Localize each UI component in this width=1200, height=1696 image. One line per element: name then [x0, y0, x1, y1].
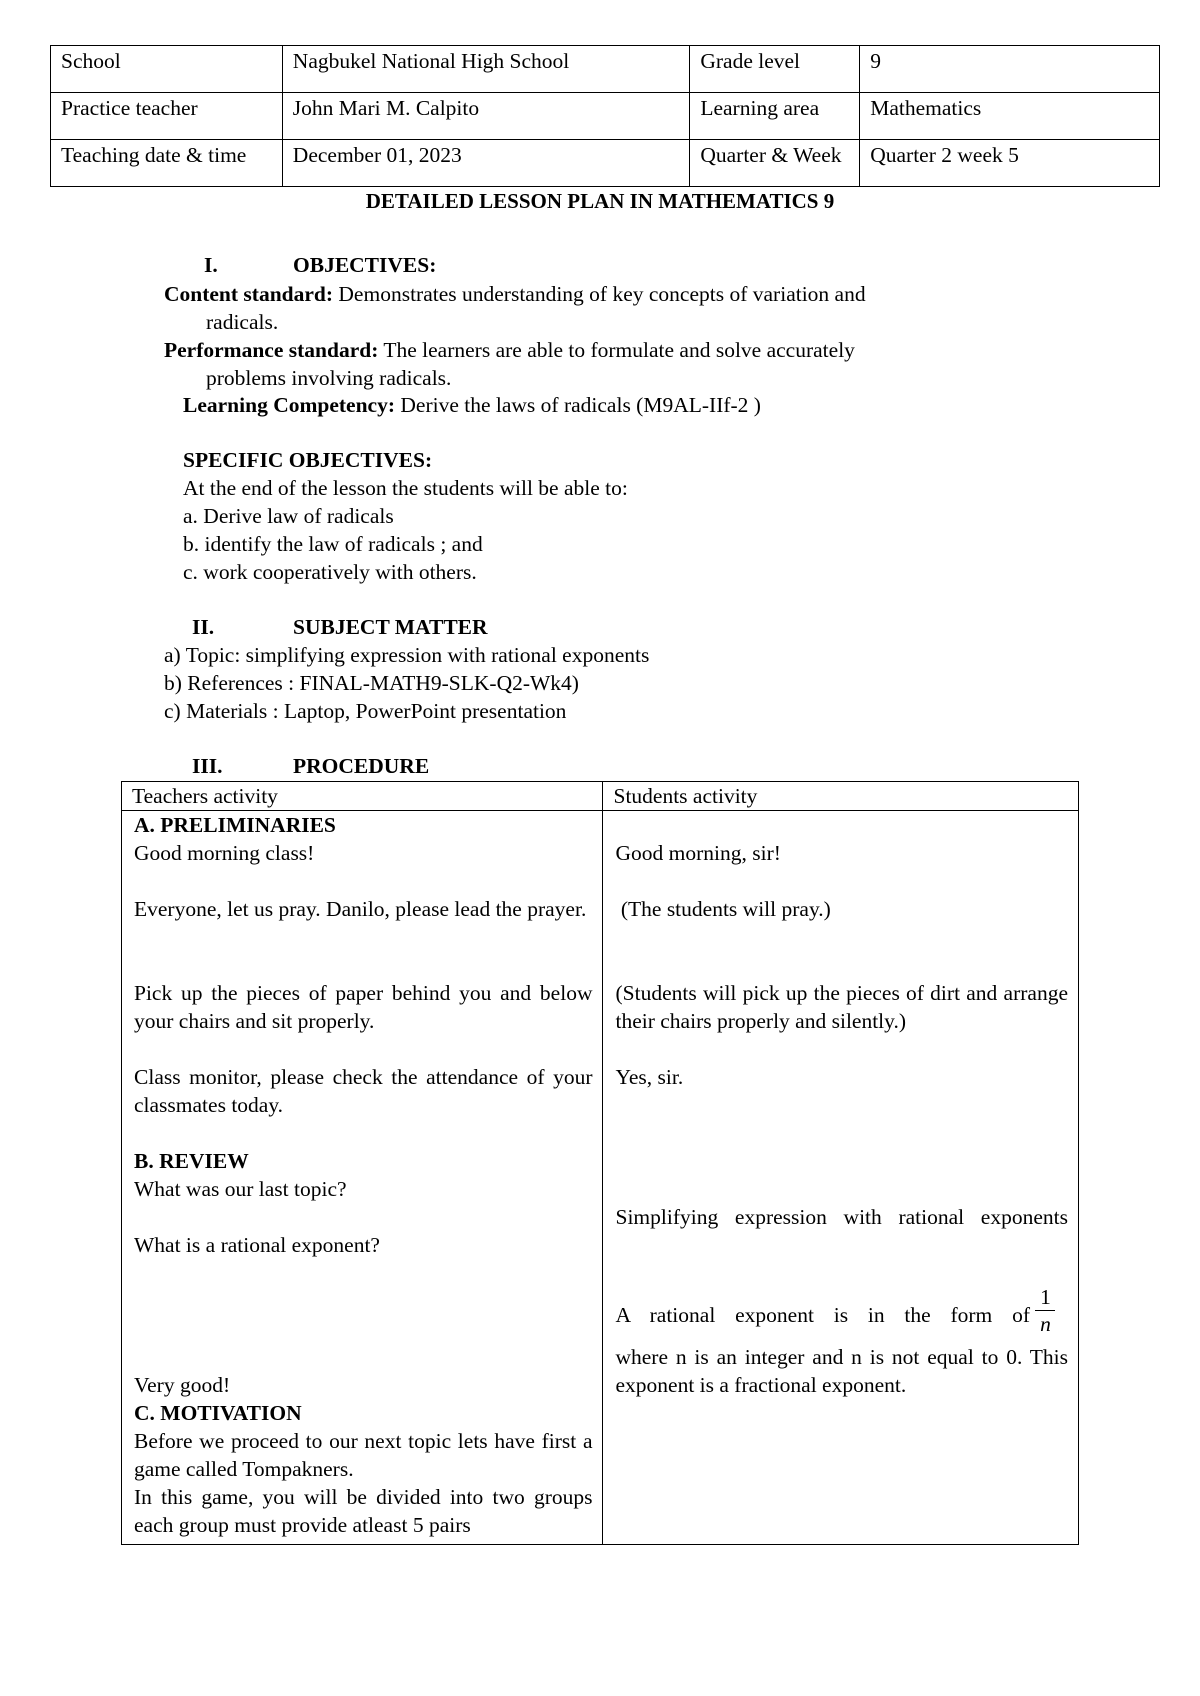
teacher-greeting: Good morning class! [134, 841, 315, 865]
section-heading-subject-matter: SUBJECT MATTER [293, 615, 488, 639]
fraction-numerator: 1 [1040, 1285, 1051, 1309]
performance-standard-text: The learners are able to formulate and solve accurately [383, 338, 855, 362]
header-value: Nagbukel National High School [282, 46, 690, 93]
teacher-attendance: Class monitor, please check the attendance of your classmates today. [134, 1065, 593, 1117]
header-row [51, 140, 1160, 187]
teacher-rational-question: What is a rational exponent? [134, 1233, 380, 1257]
table-row [122, 811, 1079, 1545]
list-item: c. work cooperatively with others. [183, 560, 477, 584]
list-item: a. Derive law of radicals [183, 504, 394, 528]
teacher-motivation-2: In this game, you will be divided into two groups each group must provide atleast 5 pairs [134, 1485, 593, 1537]
content-standard-text: Demonstrates understanding of key concepts of variation and [338, 282, 866, 306]
learning-competency-text: Derive the laws of radicals (M9AL-IIf-2 ) [400, 393, 761, 417]
page-title: DETAILED LESSON PLAN IN MATHEMATICS 9 [365, 189, 835, 213]
section-heading-objectives: OBJECTIVES: [293, 253, 437, 277]
section-numeral: II. [192, 615, 215, 639]
header-value: 9 [860, 46, 1160, 93]
header-label: School [51, 46, 283, 93]
content-standard-label: Content standard: [164, 282, 334, 306]
student-pray: (The students will pray.) [615, 897, 831, 921]
table-row [122, 782, 1079, 811]
list-item: b) References : FINAL-MATH9-SLK-Q2-Wk4) [164, 671, 579, 695]
header-value: John Mari M. Calpito [282, 93, 690, 140]
review-heading: B. REVIEW [134, 1149, 249, 1173]
student-greeting: Good morning, sir! [615, 841, 781, 865]
header-row [51, 93, 1160, 140]
content-standard [164, 280, 866, 308]
content-standard-text-cont: radicals. [206, 310, 279, 334]
header-label: Grade level [690, 46, 860, 93]
header-label: Teaching date & time [51, 140, 283, 187]
motivation-heading: C. MOTIVATION [134, 1401, 302, 1425]
teacher-activity-cell [122, 811, 603, 1545]
performance-standard-label: Performance standard: [164, 338, 379, 362]
header-value: December 01, 2023 [282, 140, 690, 187]
section-heading-procedure: PROCEDURE [293, 754, 430, 778]
column-header-teacher: Teachers activity [122, 782, 603, 811]
student-activity-cell [603, 811, 1079, 1545]
student-yes: Yes, sir. [615, 1065, 684, 1089]
header-value: Mathematics [860, 93, 1160, 140]
learning-competency [183, 391, 761, 419]
student-pick: (Students will pick up the pieces of dirt and arrange their chairs properly and silently.) [615, 981, 1068, 1033]
header-label: Practice teacher [51, 93, 283, 140]
section-numeral: III. [192, 754, 223, 778]
header-label: Quarter & Week [690, 140, 860, 187]
specific-objectives-heading: SPECIFIC OBJECTIVES: [183, 448, 433, 472]
teacher-pray: Everyone, let us pray. Danilo, please lead the prayer. [134, 897, 587, 921]
list-item: a) Topic: simplifying expression with rational exponents [164, 643, 650, 667]
list-item: b. identify the law of radicals ; and [183, 532, 483, 556]
performance-standard [164, 336, 855, 364]
performance-standard-text-cont: problems involving radicals. [206, 366, 452, 390]
header-row [51, 46, 1160, 93]
teacher-very-good: Very good! [134, 1373, 231, 1397]
section-numeral: I. [204, 253, 218, 277]
teacher-paper: Pick up the pieces of paper behind you and below your chairs and sit properly. [134, 981, 593, 1033]
learning-competency-label: Learning Competency: [183, 393, 395, 417]
teacher-motivation-1: Before we proceed to our next topic lets have first a game called Tompakners. [134, 1429, 593, 1481]
fraction-denominator: n [1040, 1312, 1051, 1336]
specific-objectives-intro: At the end of the lesson the students will be able to: [183, 476, 628, 500]
student-rational-b: where n is an integer and n is not equal to 0. This exponent is a fractional exponent. [615, 1345, 1068, 1397]
prelim-heading: A. PRELIMINARIES [134, 813, 336, 837]
teacher-last-topic: What was our last topic? [134, 1177, 347, 1201]
header-value: Quarter 2 week 5 [860, 140, 1160, 187]
list-item: c) Materials : Laptop, PowerPoint presentation [164, 699, 567, 723]
column-header-student: Students activity [603, 782, 1079, 811]
header-label: Learning area [690, 93, 860, 140]
header-table [50, 45, 1160, 187]
procedure-table [121, 781, 1079, 1545]
student-simplifying: Simplifying expression with rational exponents [615, 1205, 1068, 1229]
fraction-one-over-n [1035, 1286, 1055, 1335]
student-rational-a: A rational exponent is in the form of [615, 1303, 1030, 1327]
